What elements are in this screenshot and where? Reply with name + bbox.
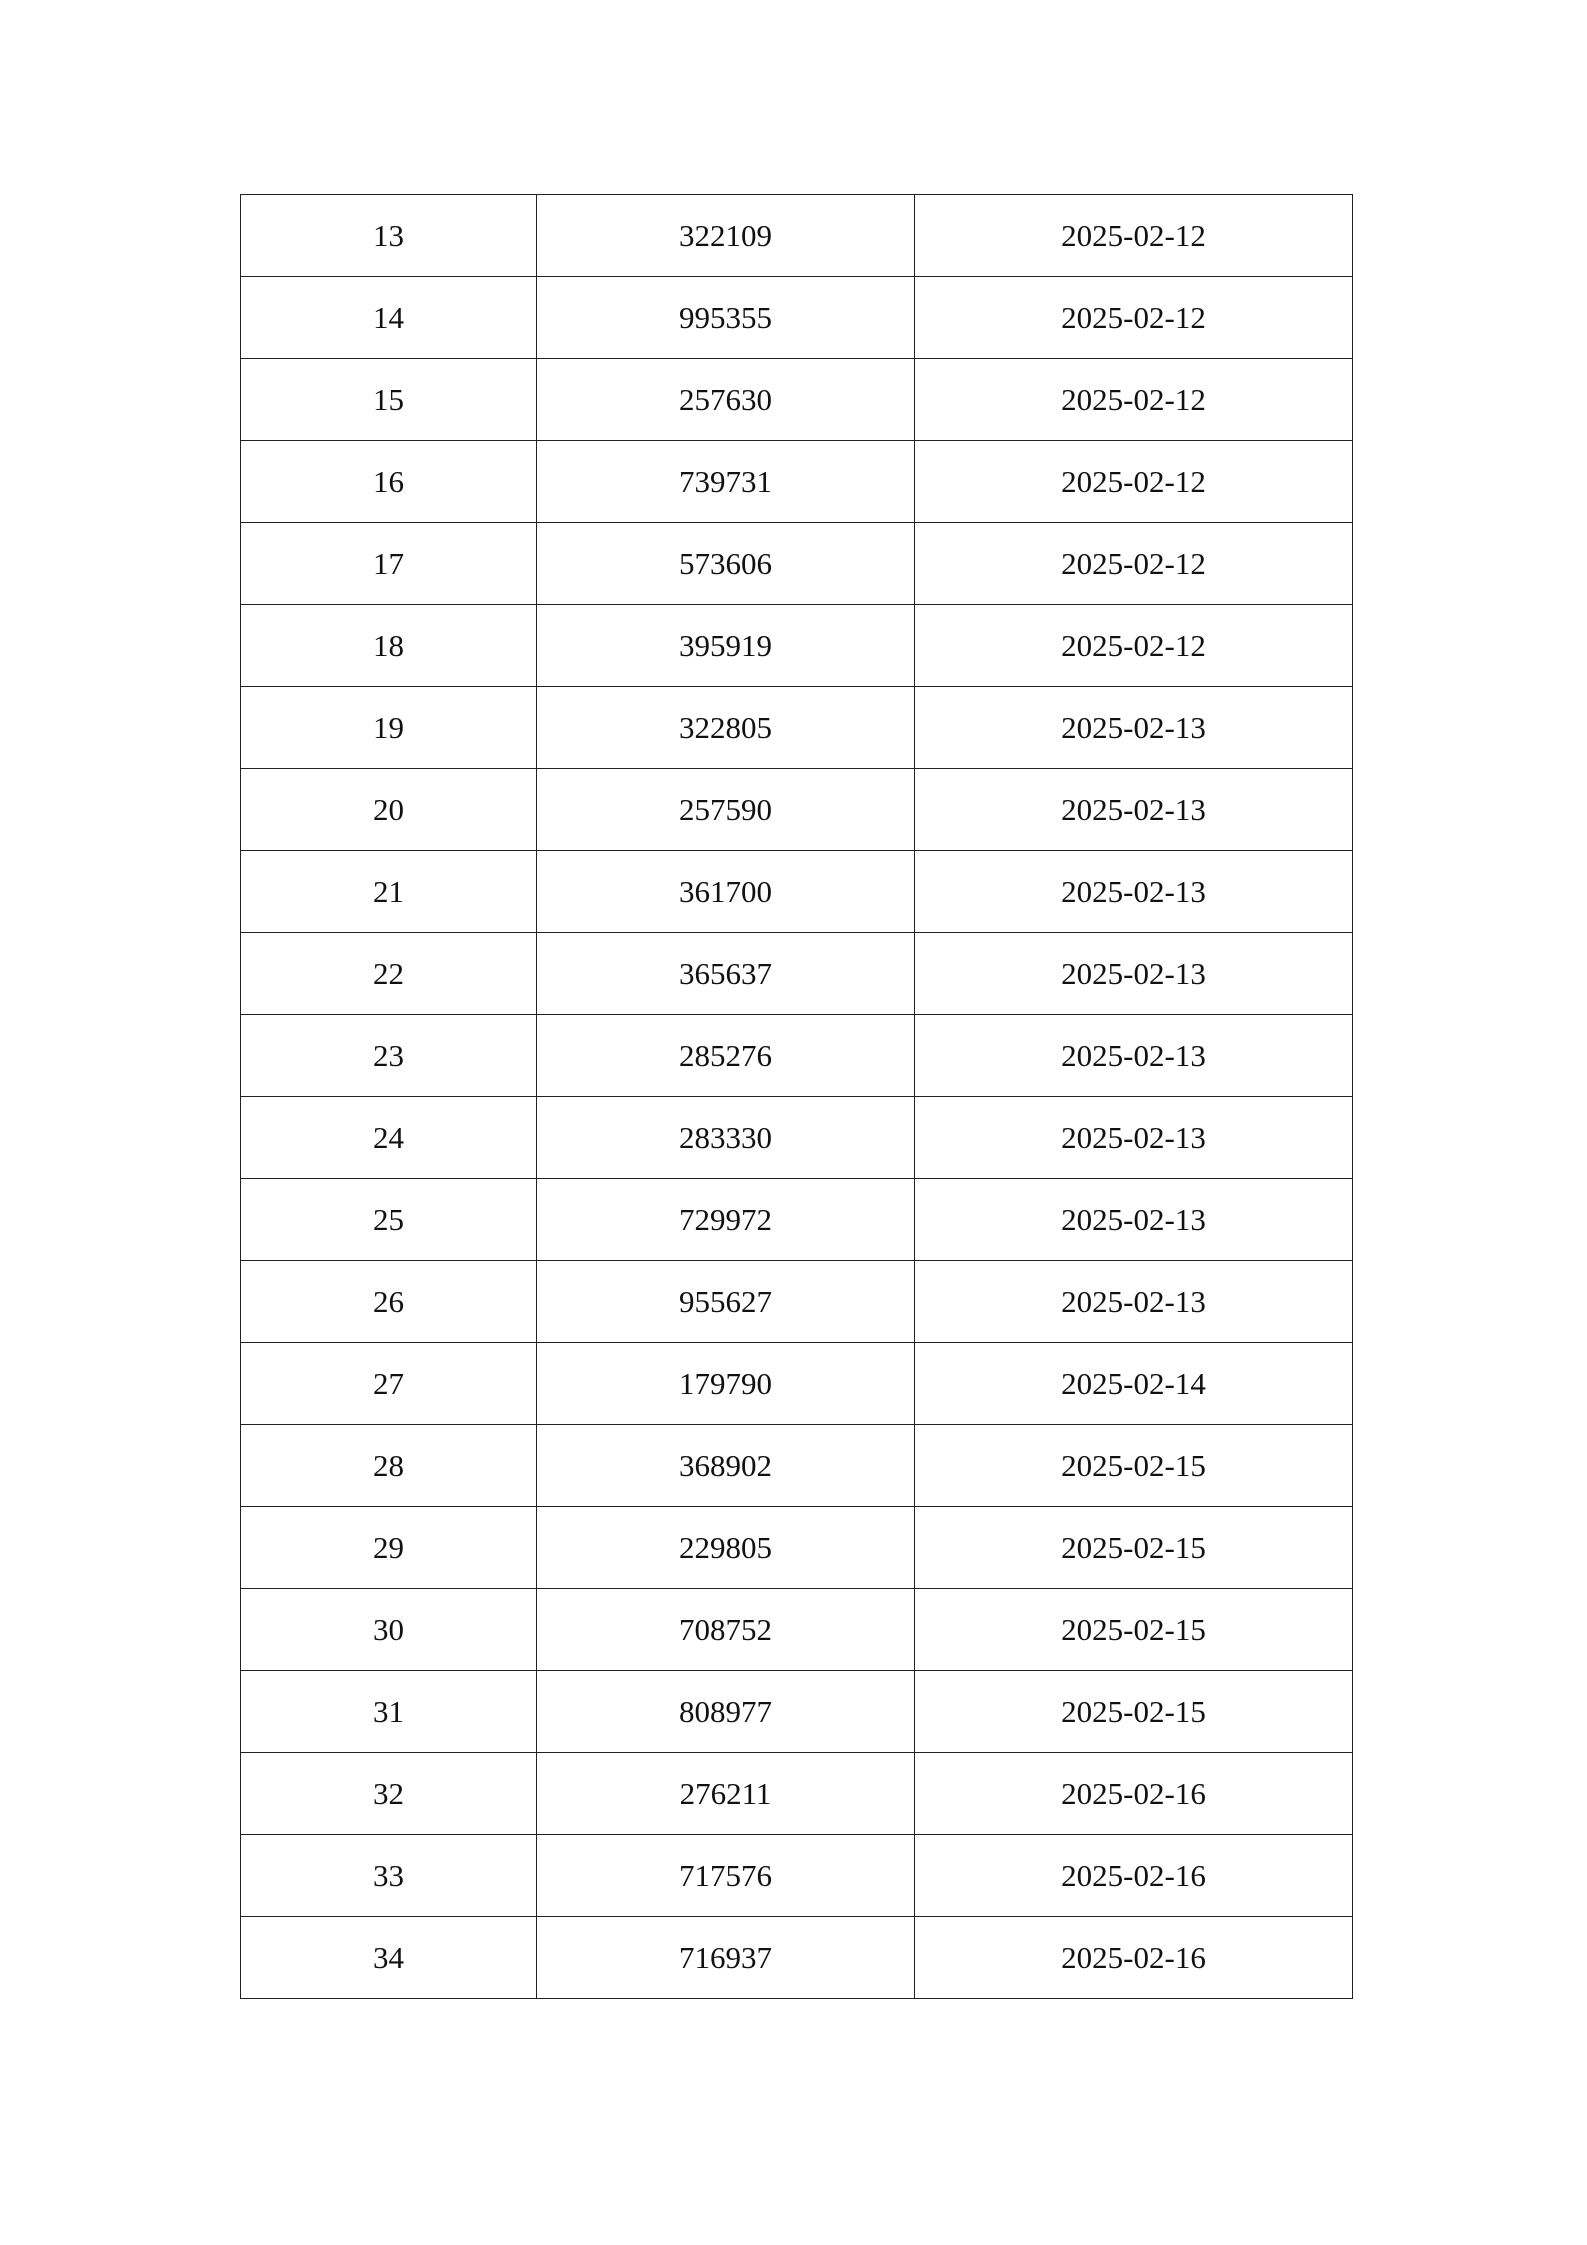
- table-row: [241, 1753, 1353, 1835]
- code-cell: 322805: [537, 687, 915, 769]
- row-number-cell: 25: [241, 1179, 537, 1261]
- row-number-cell: 18: [241, 605, 537, 687]
- date-cell: 2025-02-13: [915, 1261, 1353, 1343]
- table-row: [241, 1343, 1353, 1425]
- table-row: [241, 441, 1353, 523]
- table-row: [241, 769, 1353, 851]
- table-row: [241, 605, 1353, 687]
- row-number-cell: 28: [241, 1425, 537, 1507]
- row-number-cell: 34: [241, 1917, 537, 1999]
- table-row: [241, 1015, 1353, 1097]
- table-row: [241, 1589, 1353, 1671]
- table-row: [241, 195, 1353, 277]
- table-row: [241, 933, 1353, 1015]
- table-row: [241, 1507, 1353, 1589]
- row-number-cell: 32: [241, 1753, 537, 1835]
- code-cell: 739731: [537, 441, 915, 523]
- date-cell: 2025-02-14: [915, 1343, 1353, 1425]
- table-row: [241, 523, 1353, 605]
- row-number-cell: 20: [241, 769, 537, 851]
- date-cell: 2025-02-13: [915, 769, 1353, 851]
- row-number-cell: 30: [241, 1589, 537, 1671]
- code-cell: 257630: [537, 359, 915, 441]
- date-cell: 2025-02-15: [915, 1507, 1353, 1589]
- date-cell: 2025-02-12: [915, 523, 1353, 605]
- table-row: [241, 851, 1353, 933]
- table-row: [241, 1835, 1353, 1917]
- row-number-cell: 17: [241, 523, 537, 605]
- table-row: [241, 359, 1353, 441]
- row-number-cell: 23: [241, 1015, 537, 1097]
- row-number-cell: 22: [241, 933, 537, 1015]
- code-cell: 995355: [537, 277, 915, 359]
- code-cell: 229805: [537, 1507, 915, 1589]
- code-cell: 717576: [537, 1835, 915, 1917]
- date-cell: 2025-02-16: [915, 1753, 1353, 1835]
- code-cell: 573606: [537, 523, 915, 605]
- code-cell: 361700: [537, 851, 915, 933]
- date-cell: 2025-02-12: [915, 359, 1353, 441]
- date-cell: 2025-02-15: [915, 1671, 1353, 1753]
- row-number-cell: 16: [241, 441, 537, 523]
- date-cell: 2025-02-13: [915, 1015, 1353, 1097]
- table-row: [241, 1097, 1353, 1179]
- code-cell: 285276: [537, 1015, 915, 1097]
- data-table: [240, 194, 1353, 1999]
- date-cell: 2025-02-15: [915, 1425, 1353, 1507]
- date-cell: 2025-02-12: [915, 277, 1353, 359]
- row-number-cell: 19: [241, 687, 537, 769]
- code-cell: 257590: [537, 769, 915, 851]
- row-number-cell: 31: [241, 1671, 537, 1753]
- code-cell: 322109: [537, 195, 915, 277]
- row-number-cell: 27: [241, 1343, 537, 1425]
- row-number-cell: 33: [241, 1835, 537, 1917]
- date-cell: 2025-02-12: [915, 195, 1353, 277]
- date-cell: 2025-02-15: [915, 1589, 1353, 1671]
- table-row: [241, 1917, 1353, 1999]
- code-cell: 365637: [537, 933, 915, 1015]
- date-cell: 2025-02-16: [915, 1835, 1353, 1917]
- date-cell: 2025-02-13: [915, 851, 1353, 933]
- table-row: [241, 1261, 1353, 1343]
- date-cell: 2025-02-16: [915, 1917, 1353, 1999]
- row-number-cell: 26: [241, 1261, 537, 1343]
- row-number-cell: 24: [241, 1097, 537, 1179]
- row-number-cell: 14: [241, 277, 537, 359]
- table-row: [241, 687, 1353, 769]
- code-cell: 729972: [537, 1179, 915, 1261]
- row-number-cell: 13: [241, 195, 537, 277]
- row-number-cell: 15: [241, 359, 537, 441]
- date-cell: 2025-02-13: [915, 933, 1353, 1015]
- code-cell: 395919: [537, 605, 915, 687]
- code-cell: 283330: [537, 1097, 915, 1179]
- code-cell: 179790: [537, 1343, 915, 1425]
- code-cell: 716937: [537, 1917, 915, 1999]
- code-cell: 708752: [537, 1589, 915, 1671]
- row-number-cell: 29: [241, 1507, 537, 1589]
- table-row: [241, 277, 1353, 359]
- date-cell: 2025-02-12: [915, 441, 1353, 523]
- code-cell: 955627: [537, 1261, 915, 1343]
- table-body: [241, 195, 1353, 1999]
- code-cell: 276211: [537, 1753, 915, 1835]
- date-cell: 2025-02-12: [915, 605, 1353, 687]
- code-cell: 368902: [537, 1425, 915, 1507]
- code-cell: 808977: [537, 1671, 915, 1753]
- date-cell: 2025-02-13: [915, 1097, 1353, 1179]
- row-number-cell: 21: [241, 851, 537, 933]
- table-row: [241, 1179, 1353, 1261]
- table-row: [241, 1425, 1353, 1507]
- date-cell: 2025-02-13: [915, 1179, 1353, 1261]
- date-cell: 2025-02-13: [915, 687, 1353, 769]
- table-row: [241, 1671, 1353, 1753]
